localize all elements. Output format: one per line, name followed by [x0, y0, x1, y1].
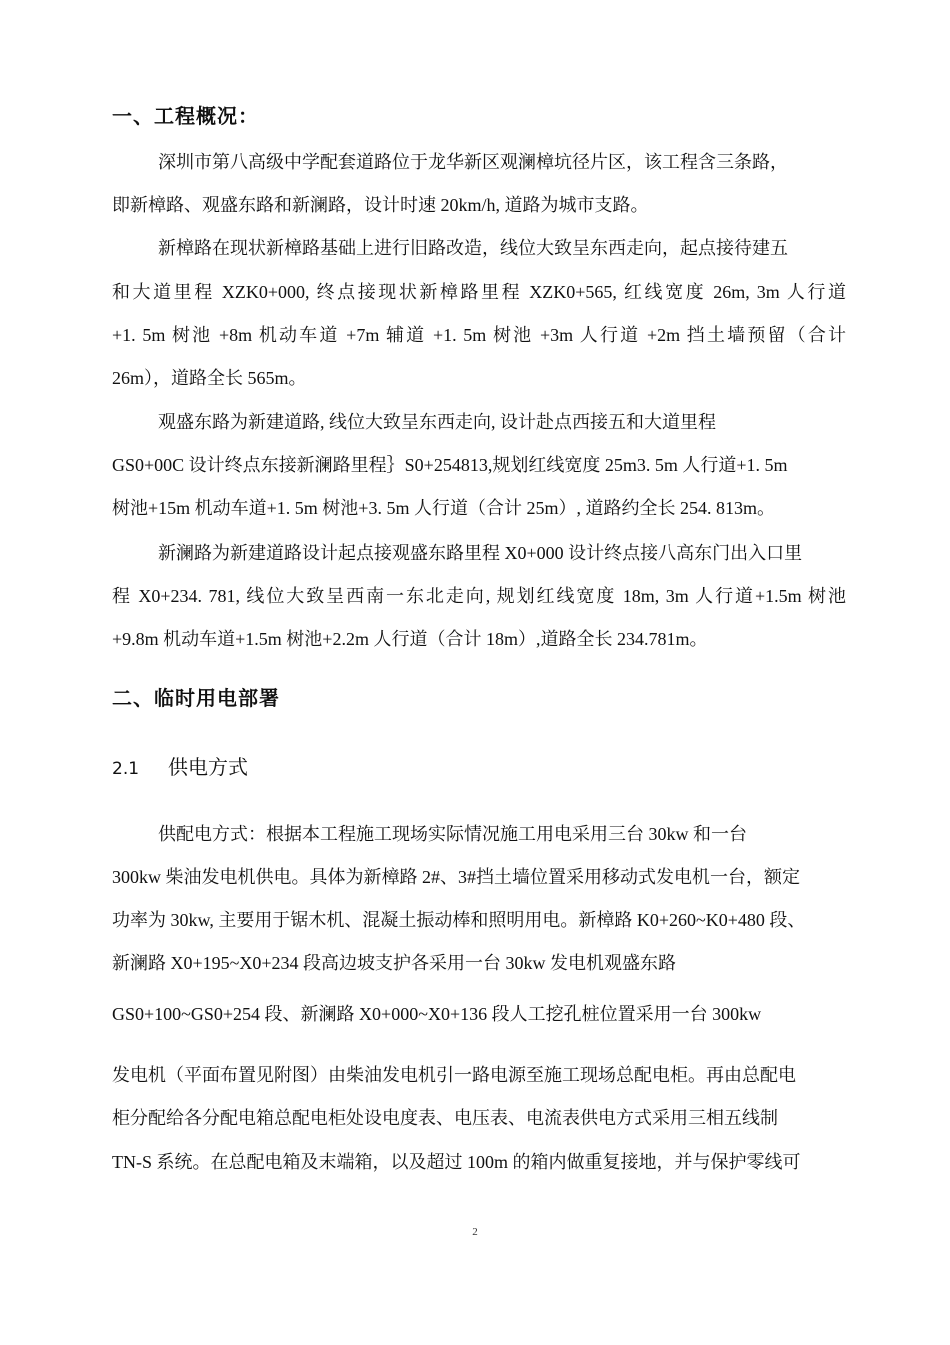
paragraph-line: TN-S 系统。在总配电箱及末端箱，以及超过 100m 的箱内做重复接地，并与保护零线可 [112, 1152, 801, 1172]
paragraph-line: 和大道里程 XZK0+000, 终点接现状新樟路里程 XZK0+565, 红线宽度 26m, 3m 人行道 [112, 282, 846, 302]
paragraph-line: +9.8m 机动车道+1.5m 树池+2.2m 人行道（合计 18m）,道路全长 234.781m。 [112, 629, 708, 649]
subsection-heading [112, 751, 248, 780]
paragraph-line: 功率为 30kw, 主要用于锯木机、混凝土振动棒和照明用电。新樟路 K0+260~K0+480 段、 [112, 910, 806, 930]
paragraph-line: 26m），道路全长 565m。 [112, 368, 307, 388]
paragraph-line: 新澜路 X0+195~X0+234 段高边坡支护各采用一台 30kw 发电机观盛东路 [112, 953, 677, 973]
paragraph-line: GS0+00C 设计终点东接新澜路里程｝S0+254813,规划红线宽度 25m3. 5m 人行道+1. 5m [112, 455, 788, 475]
section-heading-overview: 一、工程概况： [112, 104, 259, 128]
section-heading-temp-power: 二、临时用电部署 [112, 686, 280, 710]
paragraph-line: 观盛东路为新建道路, 线位大致呈东西走向, 设计赴点西接五和大道里程 [158, 412, 716, 432]
paragraph-line: 300kw 柴油发电机供电。具体为新樟路 2#、3#挡土墙位置采用移动式发电机一台，额定 [112, 867, 800, 887]
subsection-title: 供电方式 [168, 755, 248, 779]
paragraph-line: 新澜路为新建道路设计起点接观盛东路里程 X0+000 设计终点接八高东门出入口里 [158, 543, 803, 563]
paragraph-line: 深圳市第八高级中学配套道路位于龙华新区观澜樟坑径片区，该工程含三条路， [158, 152, 788, 172]
paragraph-line: +1. 5m 树池 +8m 机动车道 +7m 辅道 +1. 5m 树池 +3m 人行道 +2m 挡土墙预留（合计 [112, 325, 846, 345]
page-number: 2 [472, 1226, 478, 1238]
paragraph-line: 供配电方式：根据本工程施工现场实际情况施工用电采用三台 30kw 和一台 [158, 824, 747, 844]
paragraph-line: 发电机（平面布置见附图）由柴油发电机引一路电源至施工现场总配电柜。再由总配电 [112, 1065, 796, 1085]
paragraph-line: 树池+15m 机动车道+1. 5m 树池+3. 5m 人行道（合计 25m）, 道路约全长 254. 813m。 [112, 498, 775, 518]
paragraph-line: 即新樟路、观盛东路和新澜路，设计时速 20km/h, 道路为城市支路。 [112, 195, 649, 215]
paragraph-line: 新樟路在现状新樟路基础上进行旧路改造，线位大致呈东西走向，起点接待建五 [158, 238, 788, 258]
paragraph-line: 程 X0+234. 781, 线位大致呈西南一东北走向, 规划红线宽度 18m, 3m 人行道+1.5m 树池 [112, 586, 846, 606]
paragraph-line: GS0+100~GS0+254 段、新澜路 X0+000~X0+136 段人工挖孔桩位置采用一台 300kw [112, 1004, 762, 1024]
paragraph-line: 柜分配给各分配电箱总配电柜处设电度表、电压表、电流表供电方式采用三相五线制 [112, 1108, 778, 1128]
subsection-number: 2.1 [112, 759, 140, 779]
